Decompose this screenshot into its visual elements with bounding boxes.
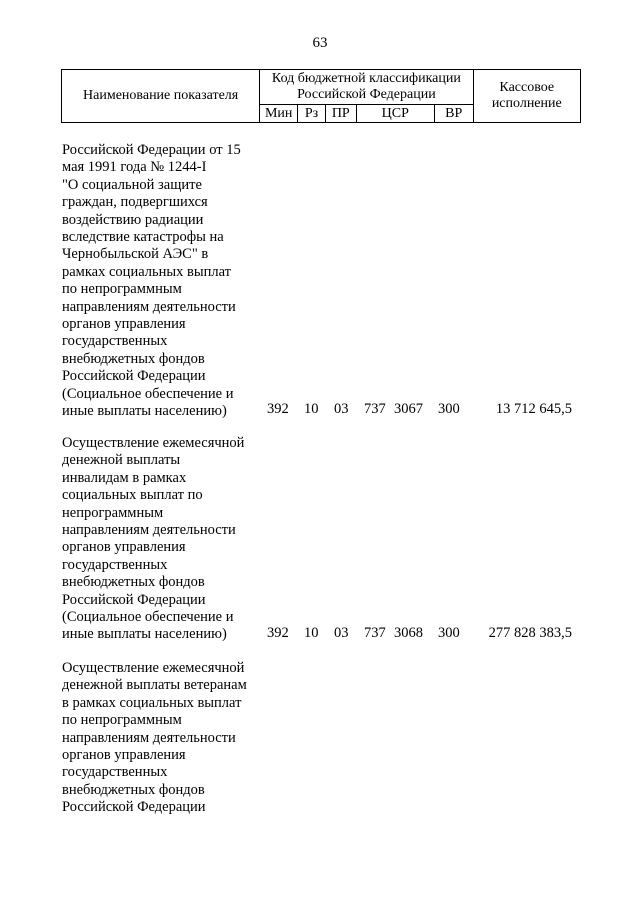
header-min: Мин xyxy=(260,105,298,123)
row-name xyxy=(62,142,262,421)
row-name xyxy=(62,435,262,644)
page-number: 63 xyxy=(312,35,328,51)
header-pr: ПР xyxy=(325,105,356,123)
header-cash-cell xyxy=(473,70,580,123)
row-name-line: Российской Федерации xyxy=(62,591,206,608)
row-name-line: граждан, подвергшихся xyxy=(62,194,208,211)
row-name-line: органов управления xyxy=(62,316,186,333)
header-code-line2: Российской Федерации xyxy=(297,87,436,102)
row-name-line: воздействию радиации xyxy=(62,211,204,228)
row-name-line: в рамках социальных выплат xyxy=(62,694,242,711)
row-name-line: направлениям деятельности xyxy=(62,298,236,315)
row-name-line: денежной выплаты ветеранам xyxy=(62,677,247,694)
rz-code: 10 xyxy=(304,401,319,417)
row-name-line: Осуществление ежемесячной xyxy=(62,435,245,451)
row-name-line: органов управления xyxy=(62,539,186,556)
row-name-line: внебюджетных фондов xyxy=(62,574,205,591)
row-name-line: социальных выплат по xyxy=(62,487,203,504)
row-name-line: государственных xyxy=(62,333,168,350)
vr-code: 300 xyxy=(438,401,460,417)
pr-code: 03 xyxy=(334,401,349,417)
csr-code-direction: 3068 xyxy=(394,625,423,641)
header-code-line1: Код бюджетной классификации xyxy=(271,71,461,86)
csr-code-program: 737 xyxy=(364,401,386,417)
amount: 277 828 383,5 xyxy=(488,625,572,641)
csr-code-program: 737 xyxy=(364,625,386,641)
row-name-line: Российской Федерации xyxy=(62,368,206,385)
header-code-group xyxy=(260,70,473,105)
row-name-line: непрограммным xyxy=(62,504,164,521)
amount: 13 712 645,5 xyxy=(495,401,572,417)
row-name xyxy=(62,660,262,817)
table-header xyxy=(61,69,581,123)
row-name-line: направлениям деятельности xyxy=(62,522,236,539)
row-name-line: государственных xyxy=(62,764,168,781)
min-code: 392 xyxy=(267,625,289,641)
row-name-line: органов управления xyxy=(62,747,186,764)
header-cash-line2: исполнение xyxy=(491,96,562,111)
header-csr: ЦСР xyxy=(356,105,434,123)
row-name-line: направлениям деятельности xyxy=(62,729,236,746)
row-name-line: "О социальной защите xyxy=(62,176,202,193)
row-name-line: денежной выплаты xyxy=(62,452,181,469)
row-name-line: государственных xyxy=(62,556,168,573)
csr-code-direction: 3067 xyxy=(394,401,423,417)
row-name-line: иные выплаты населению) xyxy=(62,403,227,420)
row-name-line: Осуществление ежемесячной xyxy=(62,660,245,676)
row-name-line: Чернобыльской АЭС" в xyxy=(62,246,209,263)
pr-code: 03 xyxy=(334,625,349,641)
rz-code: 10 xyxy=(304,625,319,641)
row-name-line: (Социальное обеспечение и xyxy=(62,609,234,626)
row-name-line: мая 1991 года № 1244-I xyxy=(62,159,207,176)
min-code: 392 xyxy=(267,401,289,417)
header-rz: Рз xyxy=(298,105,326,123)
row-name-line: по непрограммным xyxy=(62,281,182,298)
header-cash-line1: Кассовое xyxy=(499,80,555,95)
row-name-line: иные выплаты населению) xyxy=(62,626,227,643)
row-name-line: рамках социальных выплат xyxy=(62,263,231,280)
row-name-line: Российской Федерации xyxy=(62,799,206,816)
row-name-line: инвалидам в рамках xyxy=(62,469,187,486)
header-vr: ВР xyxy=(434,105,473,123)
header-name-cell: Наименование показателя xyxy=(62,70,260,123)
row-name-line: вследствие катастрофы на xyxy=(62,229,224,246)
row-name-line: по непрограммным xyxy=(62,712,182,729)
vr-code: 300 xyxy=(438,625,460,641)
row-name-line: внебюджетных фондов xyxy=(62,781,205,798)
row-name-line: Российской Федерации от 15 xyxy=(62,142,241,158)
row-name-line: внебюджетных фондов xyxy=(62,350,205,367)
row-name-line: (Социальное обеспечение и xyxy=(62,385,234,402)
